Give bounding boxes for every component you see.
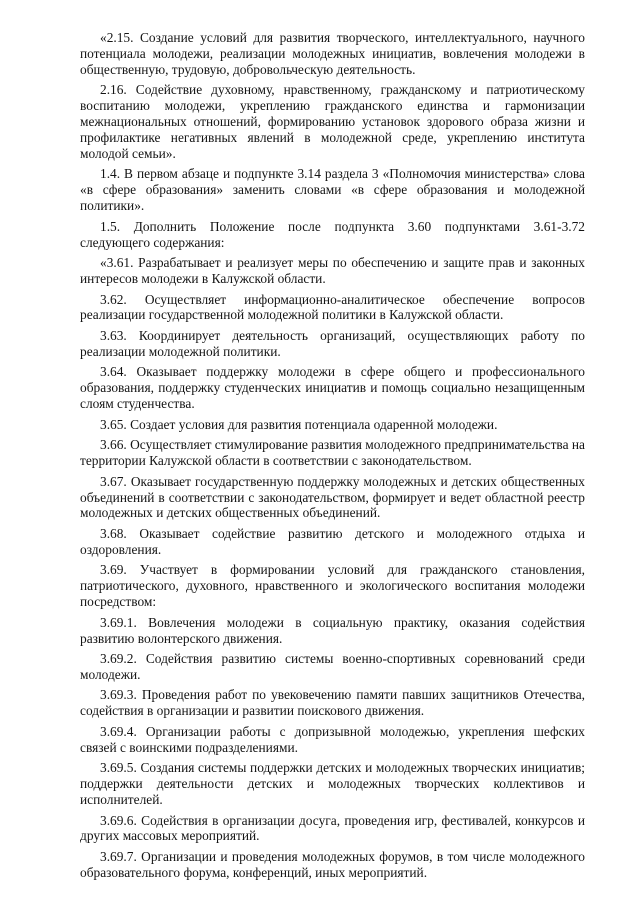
paragraph-3-69-1: 3.69.1. Вовлечения молодежи в социальную практику, оказания содействия развитию волонтерского движения.	[80, 614, 585, 646]
paragraph-1-4: 1.4. В первом абзаце и подпункте 3.14 раздела 3 «Полномочия министерства» слова «в сфере образования» заменить словами «в сфере образования и молодежной политики».	[80, 166, 585, 214]
paragraph-3-61: «3.61. Разрабатывает и реализует меры по обеспечению и защите прав и законных интересов молодежи в Калужской области.	[80, 255, 585, 287]
paragraph-3-69-4: 3.69.4. Организации работы с допризывной молодежью, укрепления шефских связей с воинскими подразделениями.	[80, 723, 585, 755]
paragraph-3-64: 3.64. Оказывает поддержку молодежи в сфере общего и профессионального образования, поддержку студенческих инициатив и помощь социально незащищенным слоям студенчества.	[80, 364, 585, 412]
paragraph-2-15: «2.15. Создание условий для развития творческого, интеллектуального, научного потенциала молодежи, реализации молодежных инициатив, вовлечения молодежи в общественную, трудовую, добровольческую деятельность.	[80, 30, 585, 77]
paragraph-3-69: 3.69. Участвует в формировании условий для гражданского становления, патриотического, духовного, нравственного и экологического воспитания молодежи посредством:	[80, 562, 585, 610]
paragraph-3-67: 3.67. Оказывает государственную поддержку молодежных и детских общественных объединений в соответствии с законодательством, формирует и ведет областной реестр молодежных и детских общественных объединений.	[80, 473, 585, 521]
paragraph-2-16: 2.16. Содействие духовному, нравственному, гражданскому и патриотическому воспитанию молодежи, укреплению гражданского единства и гармонизации межнациональных отношений, формированию установок здорового образа жизни и профилактике негативных явлений в молодежной среде, укреплению института молодой семьи».	[80, 82, 585, 161]
paragraph-3-68: 3.68. Оказывает содействие развитию детского и молодежного отдыха и оздоровления.	[80, 525, 585, 557]
paragraph-3-62: 3.62. Осуществляет информационно-аналитическое обеспечение вопросов реализации государственной молодежной политики в Калужской области.	[80, 291, 585, 323]
paragraph-3-63: 3.63. Координирует деятельность организаций, осуществляющих работу по реализации молодежной политики.	[80, 327, 585, 359]
paragraph-3-65: 3.65. Создает условия для развития потенциала одаренной молодежи.	[100, 416, 498, 432]
paragraph-3-69-2: 3.69.2. Содействия развитию системы военно-спортивных соревнований среди молодежи.	[80, 651, 585, 682]
paragraph-1-5: 1.5. Дополнить Положение после подпункта 3.60 подпунктами 3.61-3.72 следующего содержания:	[80, 218, 585, 250]
paragraph-3-69-6: 3.69.6. Содействия в организации досуга, проведения игр, фестивалей, конкурсов и других массовых мероприятий.	[80, 812, 585, 844]
paragraph-3-69-7: 3.69.7. Организации и проведения молодежных форумов, в том числе молодежного образовательного форума, конференций, иных мероприятий.	[80, 848, 585, 880]
paragraph-3-66: 3.66. Осуществляет стимулирование развития молодежного предпринимательства на территории Калужской области в соответствии с законодательством.	[80, 437, 585, 469]
paragraph-3-69-3: 3.69.3. Проведения работ по увековечению памяти павших защитников Отечества, содействия в организации и развитии поискового движения.	[80, 687, 585, 719]
paragraph-3-69-5: 3.69.5. Создания системы поддержки детских и молодежных творческих инициатив; поддержки деятельности детских и молодежных творческих коллективов и исполнителей.	[80, 760, 585, 808]
document-body	[80, 30, 585, 885]
